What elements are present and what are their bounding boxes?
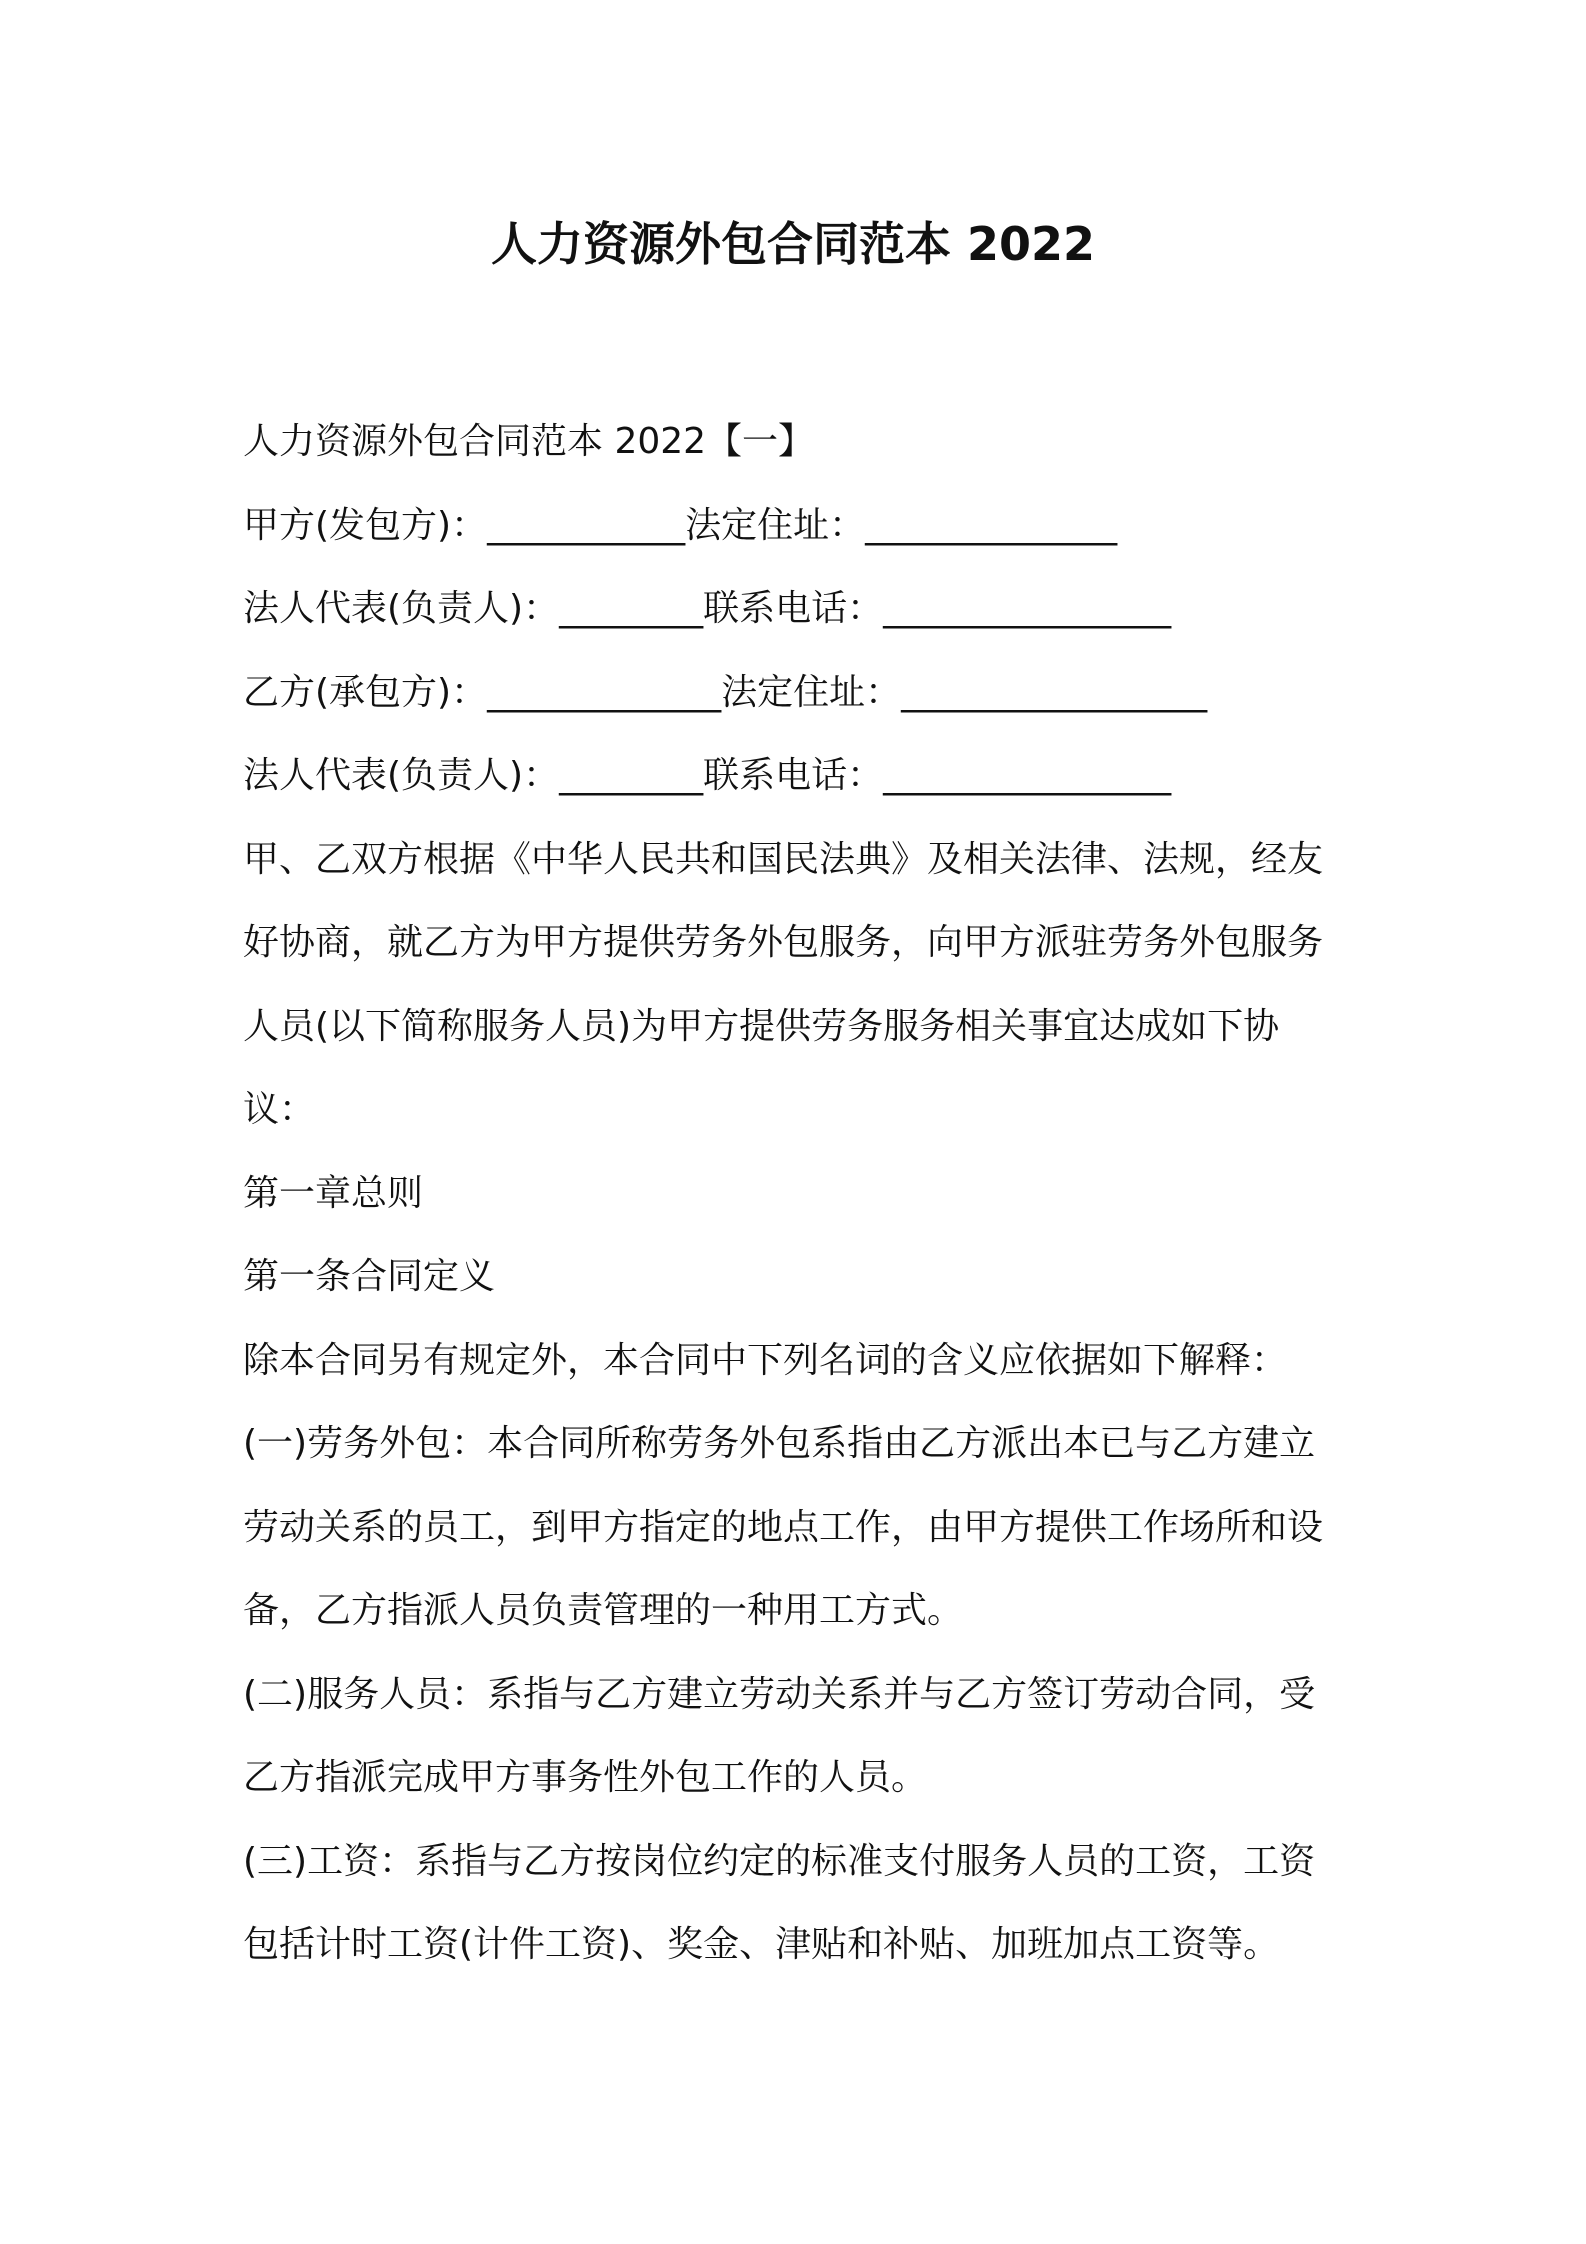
party-a-representative-line: 法人代表(负责人)：________联系电话：________________ [243, 588, 1172, 629]
paragraph-line: 议： [243, 1089, 316, 1130]
document-body [243, 400, 1363, 1987]
paragraph-line: 甲、乙双方根据《中华人民共和国民法典》及相关法律、法规，经友 [243, 838, 1324, 880]
article-heading: 第一条合同定义 [243, 1256, 496, 1297]
paragraph-line: (三)工资：系指与乙方按岗位约定的标准支付服务人员的工资，工资 [243, 1840, 1316, 1882]
paragraph-line: 除本合同另有规定外，本合同中下列名词的含义应依据如下解释： [243, 1339, 1288, 1381]
paragraph-line: 备，乙方指派人员负责管理的一种用工方式。 [243, 1590, 964, 1631]
paragraph-line: (二)服务人员：系指与乙方建立劳动关系并与乙方签订劳动合同，受 [243, 1673, 1316, 1715]
paragraph-line: 劳动关系的员工，到甲方指定的地点工作，由甲方提供工作场所和设 [243, 1506, 1324, 1548]
paragraph-line: 包括计时工资(计件工资)、奖金、津贴和补贴、加班加点工资等。 [243, 1924, 1280, 1965]
paragraph-line: 人员(以下简称服务人员)为甲方提供劳务服务相关事宜达成如下协 [243, 1005, 1280, 1047]
paragraph-line: 好协商，就乙方为甲方提供劳务外包服务，向甲方派驻劳务外包服务 [243, 922, 1324, 963]
party-b-representative-line: 法人代表(负责人)：________联系电话：________________ [243, 755, 1172, 796]
chapter-heading: 第一章总则 [243, 1172, 424, 1214]
document-title: 人力资源外包合同范本 2022 [490, 217, 1096, 271]
section-heading: 人力资源外包合同范本 2022【一】 [243, 421, 815, 462]
party-a-line: 甲方(发包方)：___________法定住址：______________ [243, 504, 1118, 546]
party-b-line: 乙方(承包方)：_____________法定住址：_________________ [243, 671, 1208, 713]
paragraph-line: 乙方指派完成甲方事务性外包工作的人员。 [243, 1757, 928, 1798]
paragraph-line: (一)劳务外包：本合同所称劳务外包系指由乙方派出本已与乙方建立 [243, 1423, 1316, 1464]
